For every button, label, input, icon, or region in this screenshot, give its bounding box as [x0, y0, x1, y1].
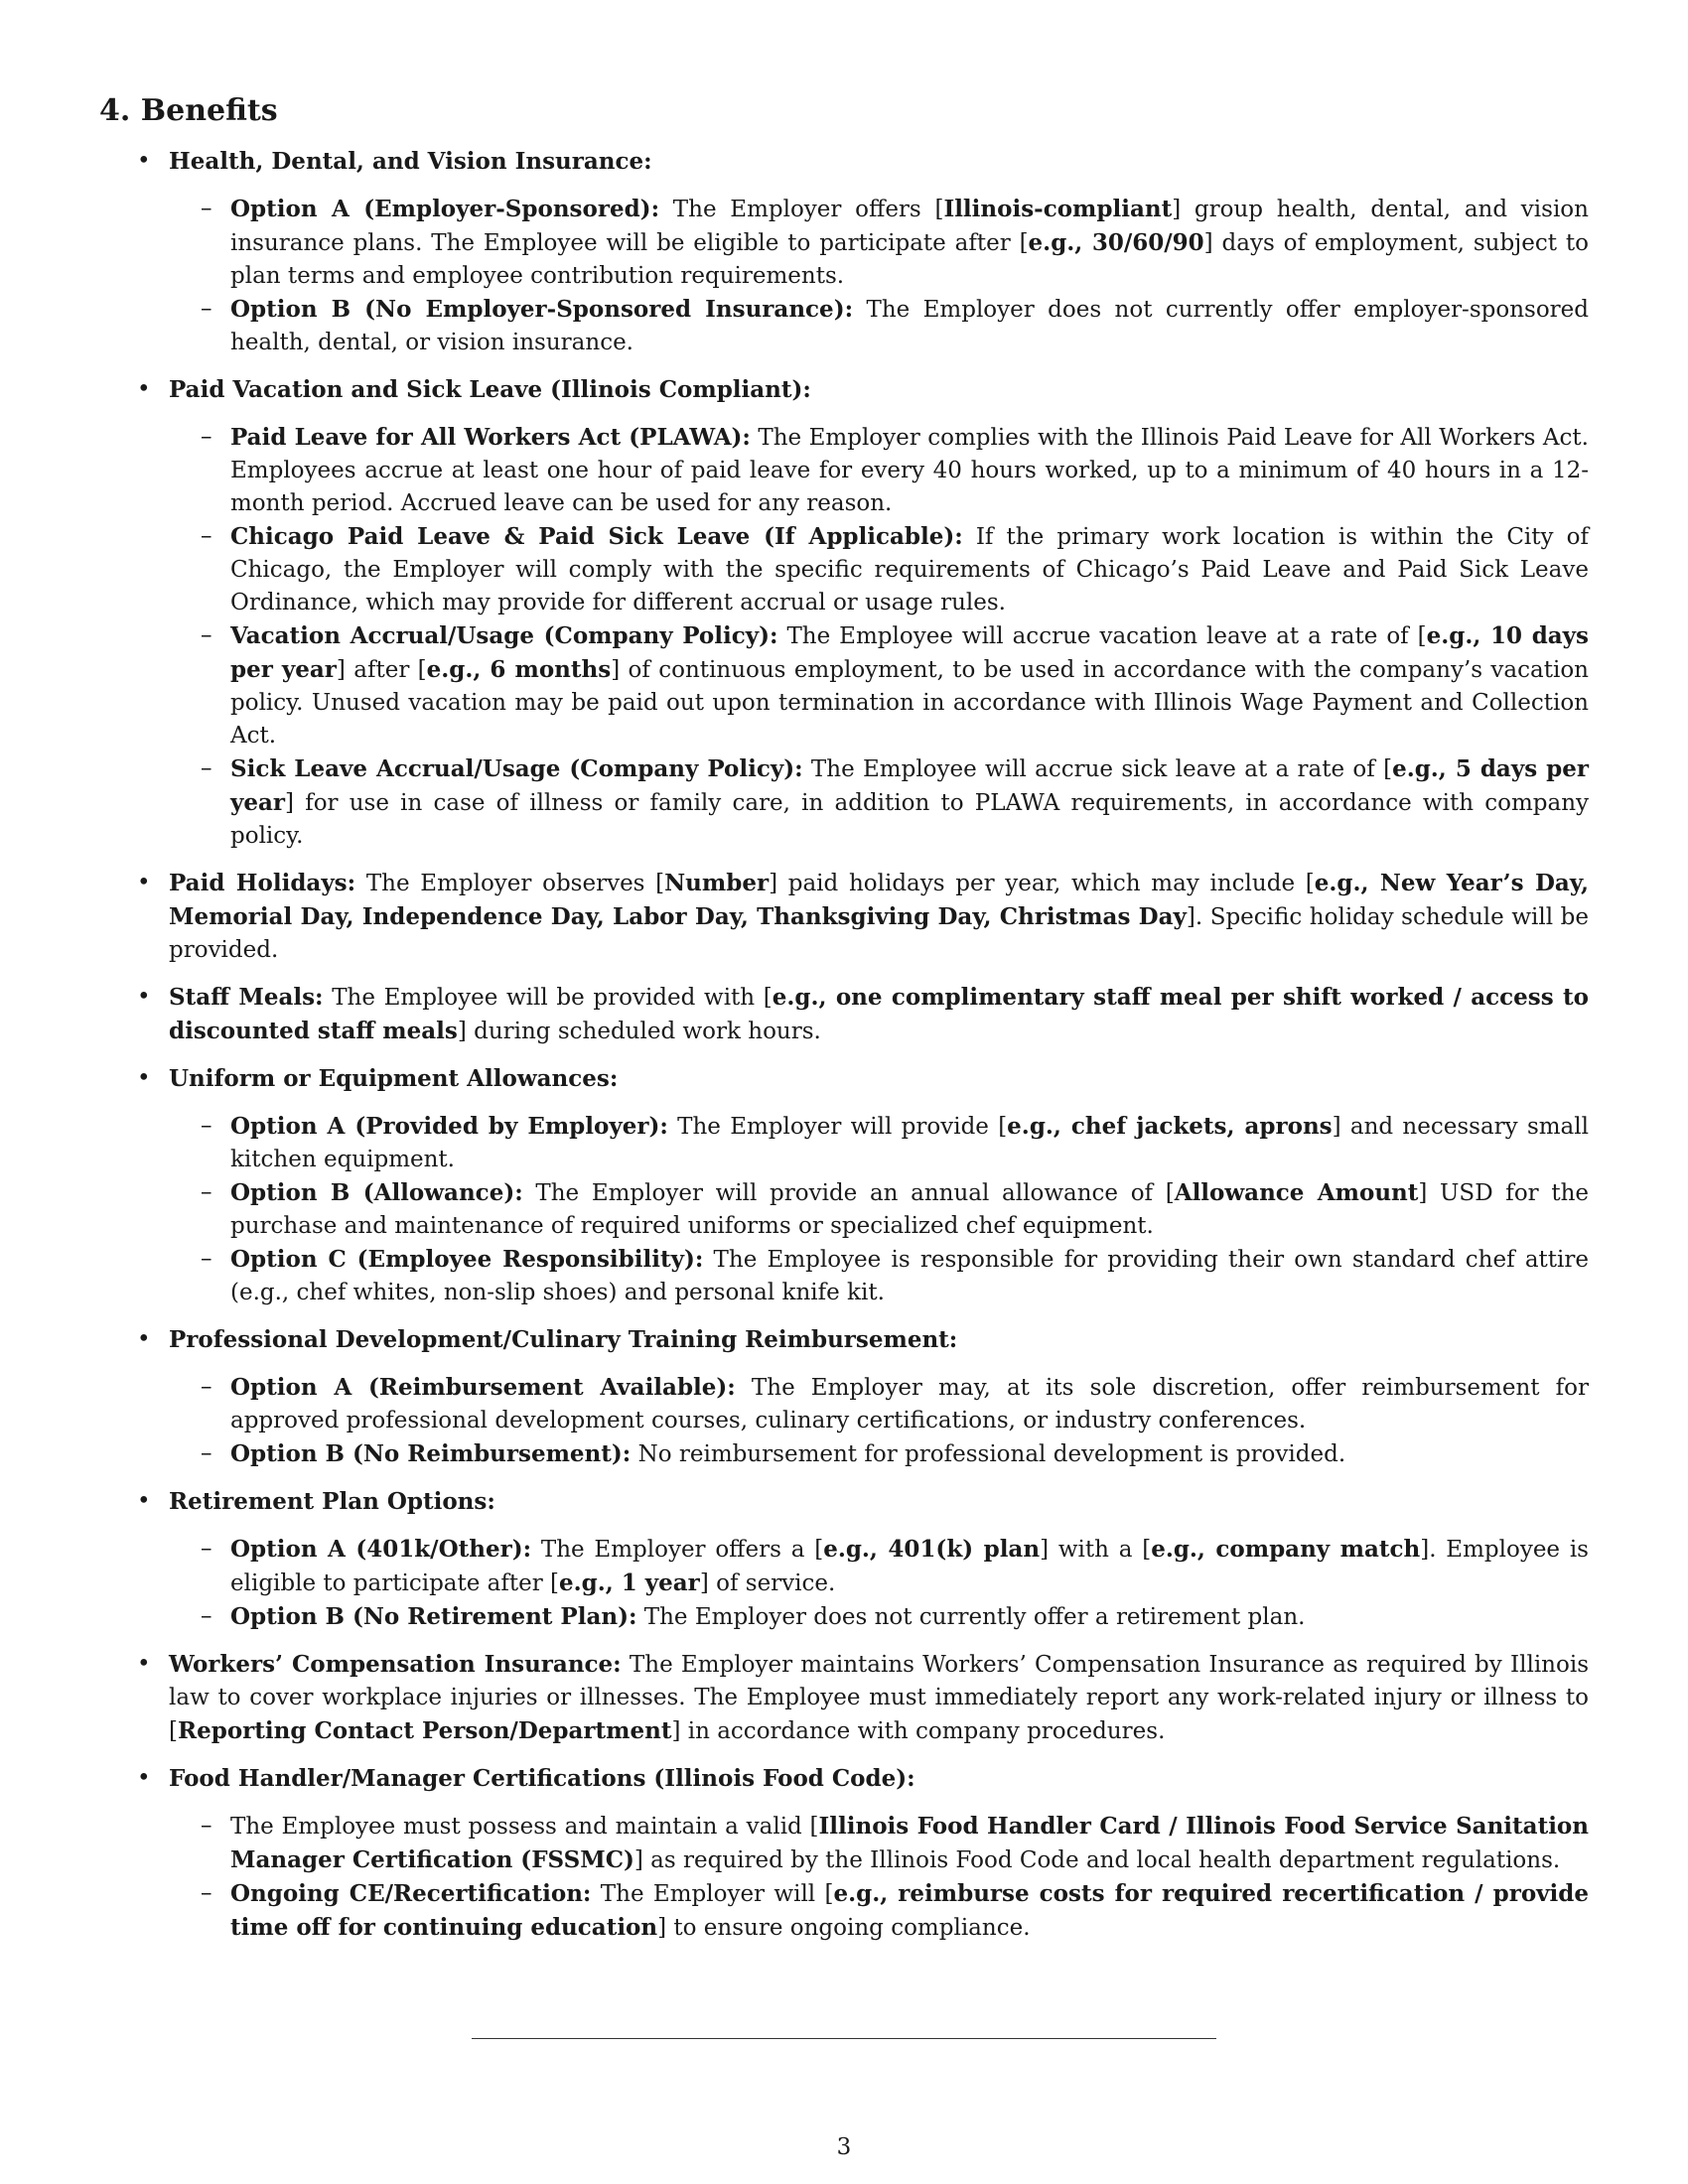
workers-comp-item: • Workers’ Compensation Insurance: The Employer maintains Workers’ Compensation Insurance as required by Illinois law to cover workplace injuries or illnesses. The Employee must immediately report any work-related injury or illness to [Reporting Contact Person/Department] in accordance with company procedures. — [99, 1648, 1589, 1748]
chicago-leave-item: – Chicago Paid Leave & Paid Sick Leave (If Applicable): If the primary work location is within the City of Chicago, the Employer will comply with the specific requirements of Chicago’s Paid Leave and Paid Sick Leave Ordinance, which may provide for different accrual or usage rules. — [169, 520, 1589, 619]
paid-leave-item — [99, 373, 1589, 853]
training-heading: Professional Development/Culinary Training Reimbursement: — [169, 1326, 958, 1353]
benefits-list — [99, 145, 1589, 1945]
health-option-a: – Option A (Employer-Sponsored): The Employer offers [Illinois-compliant] group health, dental, and vision insurance plans. The Employee will be eligible to participate after [e.g., 30/60/90] days of employment, subject to plan terms and employee contribution requirements. — [169, 193, 1589, 293]
food-cert-recertification: – Ongoing CE/Recertification: The Employer will [e.g., reimburse costs for required recertification / provide time off for continuing education] to ensure ongoing compliance. — [169, 1877, 1589, 1945]
sick-leave-item: – Sick Leave Accrual/Usage (Company Policy): The Employee will accrue sick leave at a rate of [e.g., 5 days per year] for use in case of illness or family care, in addition to PLAWA requirements, in accordance with company policy. — [169, 752, 1589, 853]
page-number: 3 — [836, 2134, 852, 2160]
training-option-a: – Option A (Reimbursement Available): The Employer may, at its sole discretion, offer reimbursement for approved professional development courses, culinary certifications, or industry conferences. — [169, 1371, 1589, 1437]
retirement-heading: Retirement Plan Options: — [169, 1488, 495, 1515]
paid-holidays-item: • Paid Holidays: The Employer observes [Number] paid holidays per year, which may include [e.g., New Year’s Day, Memorial Day, Independence Day, Labor Day, Thanksgiving Day, Christmas Day]. Specific holiday schedule will be provided. — [99, 867, 1589, 967]
food-cert-requirement: – The Employee must possess and maintain a valid [Illinois Food Handler Card / Illinois Food Service Sanitation Manager Certification (FSSMC)] as required by the Illinois Food Code and local health department regulations. — [169, 1810, 1589, 1877]
vacation-item: – Vacation Accrual/Usage (Company Policy): The Employee will accrue vacation leave at a rate of [e.g., 10 days per year] after [e.g., 6 months] of continuous employment, to be used in accordance with the company’s vacation policy. Unused vacation may be paid out upon termination in accordance with Illinois Wage Payment and Collection Act. — [169, 619, 1589, 752]
retirement-option-b: – Option B (No Retirement Plan): The Employer does not currently offer a retirement plan. — [169, 1600, 1589, 1634]
uniform-option-a: – Option A (Provided by Employer): The Employer will provide [e.g., chef jackets, aprons] and necessary small kitchen equipment. — [169, 1110, 1589, 1176]
food-cert-heading: Food Handler/Manager Certifications (Illinois Food Code): — [169, 1765, 915, 1792]
footer-divider — [472, 2038, 1216, 2039]
uniform-option-b: – Option B (Allowance): The Employer will provide an annual allowance of [Allowance Amount] USD for the purchase and maintenance of required uniforms or specialized chef equipment. — [169, 1176, 1589, 1243]
health-option-b: – Option B (No Employer-Sponsored Insurance): The Employer does not currently offer employer-sponsored health, dental, or vision insurance. — [169, 293, 1589, 359]
plawa-item: – Paid Leave for All Workers Act (PLAWA): The Employer complies with the Illinois Paid Leave for All Workers Act. Employees accrue at least one hour of paid leave for every 40 hours worked, up to a minimum of 40 hours in a 12-month period. Accrued leave can be used for any reason. — [169, 421, 1589, 520]
training-option-b: – Option B (No Reimbursement): No reimbursement for professional development is provided. — [169, 1437, 1589, 1471]
food-cert-item — [99, 1762, 1589, 1945]
uniform-item — [99, 1062, 1589, 1309]
retirement-option-a: – Option A (401k/Other): The Employer offers a [e.g., 401(k) plan] with a [e.g., company match]. Employee is eligible to participate after [e.g., 1 year] of service. — [169, 1533, 1589, 1600]
health-insurance-item — [99, 145, 1589, 359]
leave-heading: Paid Vacation and Sick Leave (Illinois Compliant): — [169, 376, 811, 403]
retirement-item — [99, 1485, 1589, 1634]
staff-meals-item: • Staff Meals: The Employee will be provided with [e.g., one complimentary staff meal per shift worked / access to discounted staff meals] during scheduled work hours. — [99, 981, 1589, 1048]
health-heading: Health, Dental, and Vision Insurance: — [169, 148, 652, 175]
section-title: 4. Benefits — [99, 93, 278, 128]
uniform-option-c: – Option C (Employee Responsibility): The Employee is responsible for providing their own standard chef attire (e.g., chef whites, non-slip shoes) and personal knife kit. — [169, 1243, 1589, 1309]
uniform-heading: Uniform or Equipment Allowances: — [169, 1065, 619, 1092]
training-item — [99, 1323, 1589, 1471]
document-page — [99, 91, 1589, 1959]
